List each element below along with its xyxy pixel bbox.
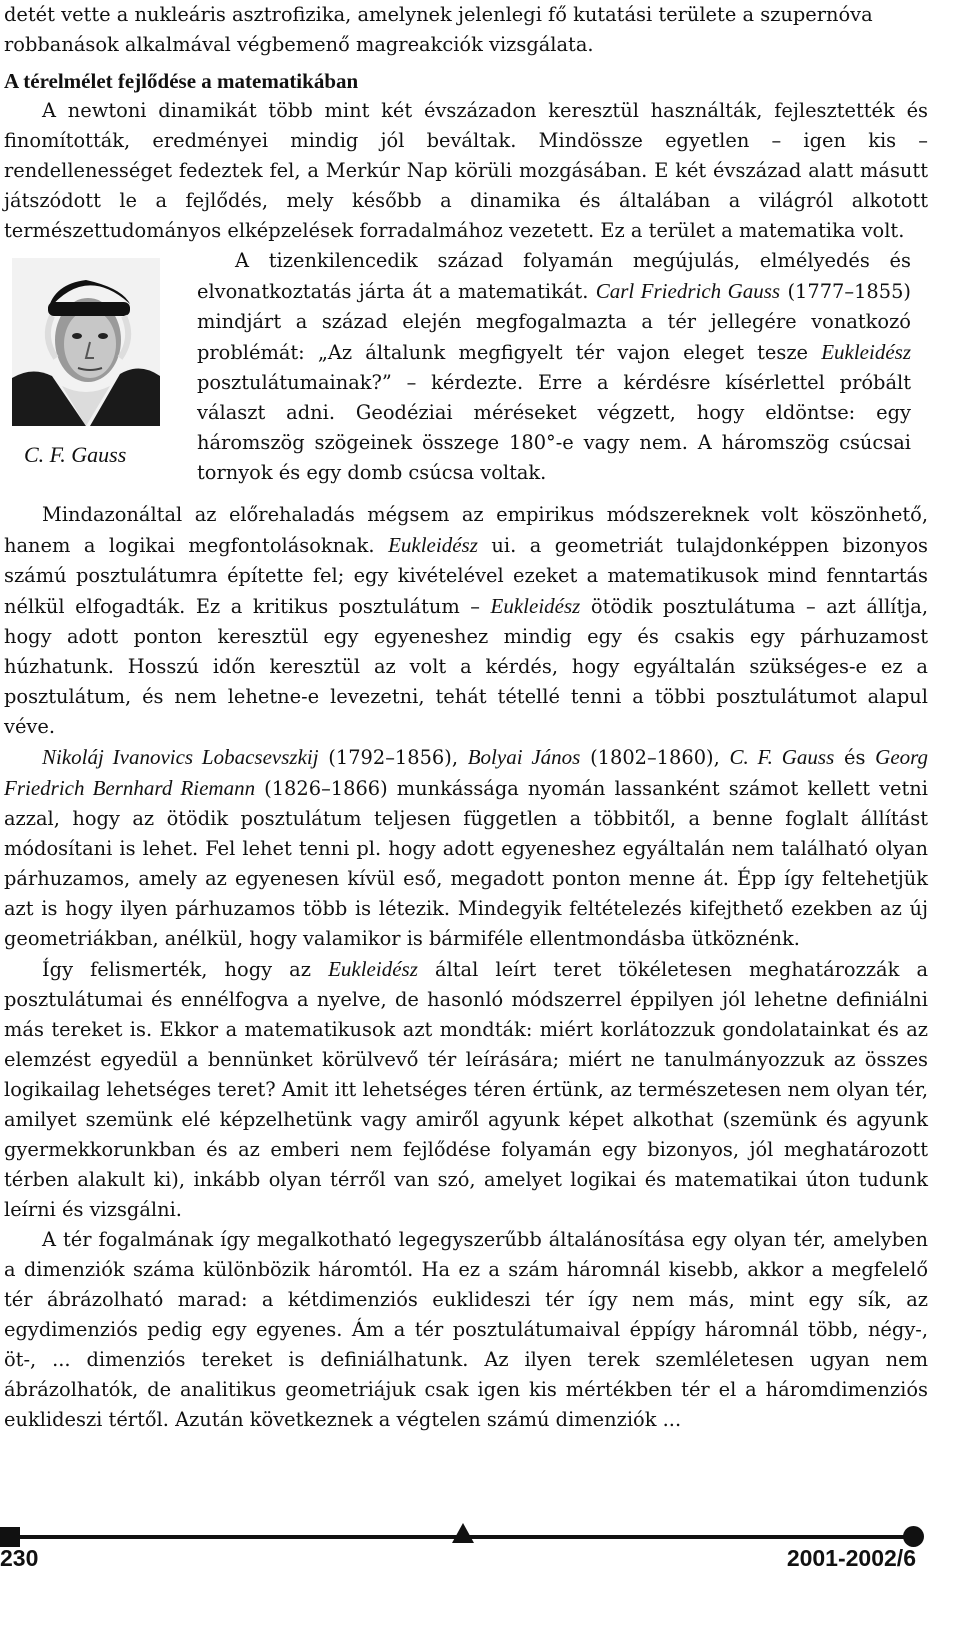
issue-number: 2001-2002/6 [786,1545,916,1571]
intro-line-1: detét vette a nukleáris asztrofizika, amelynek jelenlegi fő kutatási területe a szupernóva [4,3,873,26]
p3-text-2: ui. a geometriát tulajdonképpen bizonyos számú posztulátumra építette fel; egy kivételével ezeket a matematikusok mind fenntartás nélkül elfogadták. Ez a kritikus posztulátum – [4,534,928,618]
paragraph-4 [4,742,928,954]
p4-text-rest: (1826–1866) munkássága nyomán lassanként számot kellett vetni azzal, hogy az ötödik posztulátum teljesen független a többitől, a benne foglalt állítást módosítani is lehet. Fel lehet tenni pl. hogy adott egyeneshez egyáltalán nem található olyan párhuzamos, amely az egyenesen kívül eső, megadott ponton menne át. Épp így feltehetjük azt is hogy ilyen párhuzamos több is létezik. Mindegyik feltételezés kifejthető ezekben az új geometriákban, anélkül, hogy valamikor is bármiféle ellentmondásba ütköznénk. [4,777,928,950]
p2-text-1: A tizenkilencedik század folyamán megújulás, elmélyedés és elvonatkoztatás járta át a matematikát. [197,249,911,303]
page-number: 230 [0,1545,39,1571]
p3-euclid-1: Eukleidész [388,533,478,557]
p4-name-gauss: C. F. Gauss [729,745,835,769]
p4-years-2: (1802–1860), [590,746,720,769]
p2-text-2: (1777–1855) mindjárt a század elején megfogalmazta a tér jellegére vonatkozó problémát: „Az általunk megfigyelt tér vajon eleget tesze [197,280,911,364]
article-page [4,0,928,1435]
p5-text-2: által leírt teret tökéletesen meghatározzák a posztulátumai és ennélfogva a nyelve, de hasonló módszerrel éppilyen jól lehetne definiálni más tereket is. Ekkor a matematikusok azt mondták: miért korlátozzuk gondolatainkat és az elemzést egyedül a bennünket körülvevő tér leírására; miért ne tanulmányozzuk az összes logikailag lehetséges teret? Amit itt lehetséges téren értünk, az természetesen nem olyan tér, amilyet szemünk elé képzelhetünk vagy amiről agyunk képet alkothat (szemünk és agyunk gyermekkorunkban és az emberi nem fejlődése folyamán egy bizonyos, jól meghatározott térben alakult ki), inkább olyan térről van szó, amelyet logikai és matematikai úton tudunk leírni és vizsgálni. [4,958,929,1221]
p4-name-riemann: Georg Friedrich Bernhard Riemann [4,745,929,800]
p4-and: és [843,746,866,769]
paragraph-6: A tér fogalmának így megalkotható legegyszerűbb általánosítása egy olyan tér, amelyben a dimenziók száma különbözik háromtól. Ha ez a szám háromnál kisebb, akkor a megfelelő tér ábrázolható marad: a kétdimenziós euklideszi tér így nem más, mint egy sík, az egydimenziós pedig egy egyenes. Ám a tér posztulátumaival éppígy háromnál több, négy-, öt-, ... dimenziós tereket is definiálhatunk. Az ilyen terek szemléletesen ugyan nem ábrázolhatók, de analitikus geometriájuk csak igen kis mértékben tér el a háromdimenziós euklideszi tértől. Azután következnek a végtelen számú dimenziók ... [4,1228,928,1431]
p3-euclid-2: Eukleidész [490,594,581,618]
p4-years-1: (1792–1856), [328,746,458,769]
p4-name-bolyai: Bolyai János [467,745,581,769]
p3-text-3: ötödik posztulátuma – azt állítja, hogy adott ponton keresztül egy egyeneshez mindig egy és csakis egy párhuzamost húzhatunk. Hosszú időn keresztül az volt a kérdés, hogy egyáltalán szükséges-e ez a posztulátum, és nem lehetne-e levezetni, tehát tétellé tenni a többi posztulátumot alapul véve. [4,595,929,738]
p2-text-3: posztulátumainak?” – kérdezte. Erre a kérdésre kísérlettel próbált választ adni. Geodéziai méréseket végzett, hogy eldöntse: egy háromszög szögeinek összege 180°-e vagy nem. A háromszög csúcsai tornyok és egy domb csúcsa voltak. [197,371,911,484]
gauss-portrait-image [12,258,160,426]
page-footer [0,1520,930,1580]
p2-name-gauss: Carl Friedrich Gauss [595,279,781,303]
section-heading: A térelmélet fejlődése a matematikában [4,69,359,93]
circle-marker-icon [903,1526,924,1547]
p5-text-1: Így felismerték, hogy az [42,958,311,981]
paragraph-1: A newtoni dinamikát több mint két évszázadon keresztül használták, fejlesztették és finomították, eredményei mindig jól beváltak. Mindössze egyetlen – igen kis – rendellenességet fedeztek fel, a Merkúr Nap körüli mozgásában. E két évszázad alatt másutt játszódott le a fejlődés, mely később a dinamika és általában a világról alkotott természettudományos elképzelések forradalmához vezetett. Ez a terület a matematika volt. [4,99,928,242]
paragraph-2 [197,246,911,488]
p3-text-1: Mindazonáltal az előrehaladás mégsem az empirikus módszereknek volt köszönhető, hanem a logikai megfontolásoknak. [4,503,928,557]
gauss-figure-block [4,246,928,500]
p4-name-lobachevsky: Nikoláj Ivanovics Lobacsevszkij [42,745,319,769]
paragraph-3 [4,500,928,742]
paragraph-5 [4,954,928,1225]
p5-euclid: Eukleidész [328,957,418,981]
p2-euclid: Eukleidész [821,340,912,364]
triangle-marker-icon [452,1523,474,1543]
square-marker-icon [0,1527,20,1547]
gauss-caption: C. F. Gauss [24,442,127,467]
intro-line-2: robbanások alkalmával végbemenő magreakciók vizsgálata. [4,33,594,56]
